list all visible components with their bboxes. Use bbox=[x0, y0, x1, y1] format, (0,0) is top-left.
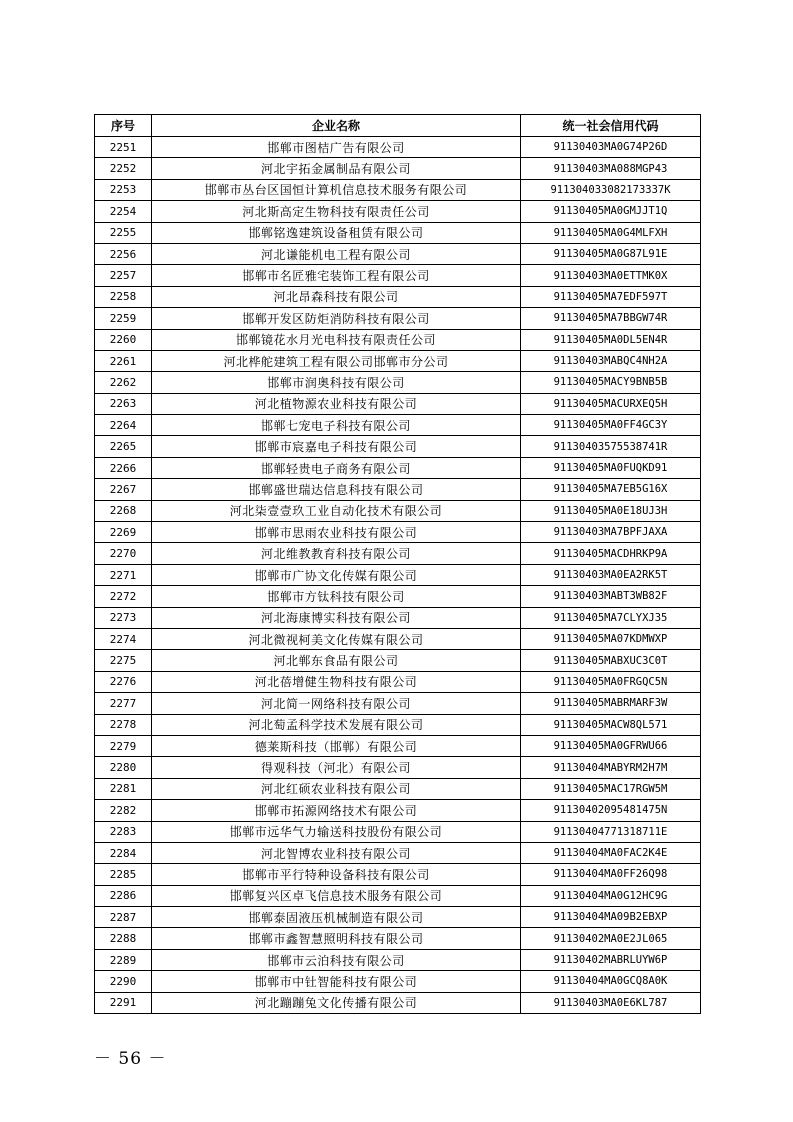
table-row bbox=[95, 243, 701, 264]
table-row bbox=[95, 500, 701, 521]
row-credit-code: 91130405MACW8QL571 bbox=[521, 714, 701, 735]
row-enterprise-name: 河北宇拓金属制品有限公司 bbox=[152, 158, 521, 179]
row-enterprise-name: 河北谦能机电工程有限公司 bbox=[152, 243, 521, 264]
row-seq: 2291 bbox=[95, 992, 152, 1013]
row-seq: 2266 bbox=[95, 457, 152, 478]
row-seq: 2269 bbox=[95, 522, 152, 543]
row-credit-code: 91130404MABYRM2H7M bbox=[521, 757, 701, 778]
row-credit-code: 91130405MA0FUQKD91 bbox=[521, 457, 701, 478]
table-row bbox=[95, 286, 701, 307]
row-seq: 2255 bbox=[95, 222, 152, 243]
row-credit-code: 91130405MA07KDMWXP bbox=[521, 628, 701, 649]
table-row bbox=[95, 628, 701, 649]
row-seq: 2251 bbox=[95, 137, 152, 158]
table-row bbox=[95, 265, 701, 286]
row-credit-code: 91130405MA0G4MLFXH bbox=[521, 222, 701, 243]
row-credit-code: 911304033082173337K bbox=[521, 179, 701, 200]
row-seq: 2258 bbox=[95, 286, 152, 307]
row-enterprise-name: 河北微视柯美文化传媒有限公司 bbox=[152, 628, 521, 649]
row-seq: 2280 bbox=[95, 757, 152, 778]
row-seq: 2275 bbox=[95, 650, 152, 671]
row-credit-code: 91130405MA0G87L91E bbox=[521, 243, 701, 264]
enterprise-table bbox=[94, 114, 701, 1014]
row-enterprise-name: 邯郸复兴区卓飞信息技术服务有限公司 bbox=[152, 885, 521, 906]
table-row bbox=[95, 415, 701, 436]
header-credit-code: 统一社会信用代码 bbox=[521, 115, 701, 137]
row-seq: 2273 bbox=[95, 607, 152, 628]
row-enterprise-name: 邯郸市名匠雅宅装饰工程有限公司 bbox=[152, 265, 521, 286]
row-seq: 2271 bbox=[95, 564, 152, 585]
row-enterprise-name: 河北蹦蹦兔文化传播有限公司 bbox=[152, 992, 521, 1013]
row-credit-code: 91130402095481475N bbox=[521, 800, 701, 821]
table-row bbox=[95, 222, 701, 243]
row-enterprise-name: 得观科技（河北）有限公司 bbox=[152, 757, 521, 778]
row-enterprise-name: 河北红硕农业科技有限公司 bbox=[152, 778, 521, 799]
row-seq: 2274 bbox=[95, 628, 152, 649]
row-enterprise-name: 邯郸市拓源网络技术有限公司 bbox=[152, 800, 521, 821]
row-enterprise-name: 邯郸轻贵电子商务有限公司 bbox=[152, 457, 521, 478]
row-seq: 2283 bbox=[95, 821, 152, 842]
table-row bbox=[95, 329, 701, 350]
table-row bbox=[95, 907, 701, 928]
row-credit-code: 91130402MA0E2JL065 bbox=[521, 928, 701, 949]
row-credit-code: 91130403MA0E6KL787 bbox=[521, 992, 701, 1013]
table-row bbox=[95, 137, 701, 158]
table-row bbox=[95, 308, 701, 329]
row-enterprise-name: 邯郸开发区防炬消防科技有限公司 bbox=[152, 308, 521, 329]
row-seq: 2252 bbox=[95, 158, 152, 179]
row-credit-code: 91130404MA09B2EBXP bbox=[521, 907, 701, 928]
row-seq: 2290 bbox=[95, 971, 152, 992]
row-seq: 2267 bbox=[95, 479, 152, 500]
row-credit-code: 91130405MA0DL5EN4R bbox=[521, 329, 701, 350]
table-row bbox=[95, 522, 701, 543]
table-row bbox=[95, 992, 701, 1013]
row-enterprise-name: 邯郸市广协文化传媒有限公司 bbox=[152, 564, 521, 585]
row-credit-code: 91130405MA7EB5G16X bbox=[521, 479, 701, 500]
row-seq: 2289 bbox=[95, 949, 152, 970]
row-enterprise-name: 河北斯高定生物科技有限责任公司 bbox=[152, 201, 521, 222]
row-credit-code: 91130405MA0FF4GC3Y bbox=[521, 415, 701, 436]
row-seq: 2268 bbox=[95, 500, 152, 521]
row-seq: 2256 bbox=[95, 243, 152, 264]
row-credit-code: 91130403MA0G74P26D bbox=[521, 137, 701, 158]
row-seq: 2254 bbox=[95, 201, 152, 222]
table-row bbox=[95, 179, 701, 200]
row-seq: 2276 bbox=[95, 671, 152, 692]
row-credit-code: 91130403MA7BPFJAXA bbox=[521, 522, 701, 543]
row-credit-code: 91130405MAC17RGW5M bbox=[521, 778, 701, 799]
row-credit-code: 91130405MA0GMJJT1Q bbox=[521, 201, 701, 222]
table-row bbox=[95, 671, 701, 692]
table-row bbox=[95, 457, 701, 478]
row-credit-code: 91130405MA7EDF597T bbox=[521, 286, 701, 307]
row-seq: 2262 bbox=[95, 372, 152, 393]
table-row bbox=[95, 393, 701, 414]
row-seq: 2278 bbox=[95, 714, 152, 735]
row-seq: 2253 bbox=[95, 179, 152, 200]
row-credit-code: 91130403575538741R bbox=[521, 436, 701, 457]
row-credit-code: 91130405MA7CLYXJ35 bbox=[521, 607, 701, 628]
row-enterprise-name: 河北桦舵建筑工程有限公司邯郸市分公司 bbox=[152, 350, 521, 371]
row-credit-code: 91130403MA0EA2RK5T bbox=[521, 564, 701, 585]
row-seq: 2285 bbox=[95, 864, 152, 885]
row-enterprise-name: 邯郸铭逸建筑设备租赁有限公司 bbox=[152, 222, 521, 243]
table-row bbox=[95, 436, 701, 457]
row-enterprise-name: 河北简一网络科技有限公司 bbox=[152, 693, 521, 714]
row-seq: 2264 bbox=[95, 415, 152, 436]
row-enterprise-name: 邯郸市远华气力输送科技股份有限公司 bbox=[152, 821, 521, 842]
row-seq: 2257 bbox=[95, 265, 152, 286]
row-enterprise-name: 德莱斯科技（邯郸）有限公司 bbox=[152, 735, 521, 756]
row-seq: 2265 bbox=[95, 436, 152, 457]
row-enterprise-name: 邯郸市平行特种设备科技有限公司 bbox=[152, 864, 521, 885]
table-row bbox=[95, 650, 701, 671]
row-enterprise-name: 邯郸市宸嘉电子科技有限公司 bbox=[152, 436, 521, 457]
row-credit-code: 91130402MABRLUYW6P bbox=[521, 949, 701, 970]
header-enterprise-name: 企业名称 bbox=[152, 115, 521, 137]
table-row bbox=[95, 821, 701, 842]
table-row bbox=[95, 735, 701, 756]
row-enterprise-name: 河北蓓增健生物科技有限公司 bbox=[152, 671, 521, 692]
row-enterprise-name: 邯郸市鑫智慧照明科技有限公司 bbox=[152, 928, 521, 949]
row-credit-code: 91130403MA0ETTMK0X bbox=[521, 265, 701, 286]
row-credit-code: 91130405MACURXEQ5H bbox=[521, 393, 701, 414]
row-credit-code: 91130404MA0FAC2K4E bbox=[521, 842, 701, 863]
table-row bbox=[95, 372, 701, 393]
row-credit-code: 91130404MA0GCQ8A0K bbox=[521, 971, 701, 992]
table-row bbox=[95, 757, 701, 778]
row-enterprise-name: 邯郸市图桔广告有限公司 bbox=[152, 137, 521, 158]
row-credit-code: 91130403MABQC4NH2A bbox=[521, 350, 701, 371]
table-row bbox=[95, 842, 701, 863]
row-credit-code: 91130405MABRMARF3W bbox=[521, 693, 701, 714]
row-credit-code: 91130405MA0E18UJ3H bbox=[521, 500, 701, 521]
row-enterprise-name: 河北萄孟科学技术发展有限公司 bbox=[152, 714, 521, 735]
table-row bbox=[95, 800, 701, 821]
row-enterprise-name: 邯郸市丛台区国恒计算机信息技术服务有限公司 bbox=[152, 179, 521, 200]
table-row bbox=[95, 693, 701, 714]
row-credit-code: 91130405MACY9BNB5B bbox=[521, 372, 701, 393]
row-seq: 2270 bbox=[95, 543, 152, 564]
row-enterprise-name: 邯郸市方钛科技有限公司 bbox=[152, 586, 521, 607]
row-seq: 2259 bbox=[95, 308, 152, 329]
table-row bbox=[95, 479, 701, 500]
row-seq: 2260 bbox=[95, 329, 152, 350]
table-row bbox=[95, 885, 701, 906]
row-enterprise-name: 河北柒壹壹玖工业自动化技术有限公司 bbox=[152, 500, 521, 521]
row-seq: 2277 bbox=[95, 693, 152, 714]
row-enterprise-name: 河北昂森科技有限公司 bbox=[152, 286, 521, 307]
table-row bbox=[95, 864, 701, 885]
row-seq: 2261 bbox=[95, 350, 152, 371]
row-seq: 2284 bbox=[95, 842, 152, 863]
row-credit-code: 91130403MABT3WB82F bbox=[521, 586, 701, 607]
row-credit-code: 91130404MA0FF26Q98 bbox=[521, 864, 701, 885]
row-enterprise-name: 邯郸市中钍智能科技有限公司 bbox=[152, 971, 521, 992]
row-enterprise-name: 邯郸七宠电子科技有限公司 bbox=[152, 415, 521, 436]
row-enterprise-name: 河北海康博实科技有限公司 bbox=[152, 607, 521, 628]
row-enterprise-name: 邯郸镜花水月光电科技有限责任公司 bbox=[152, 329, 521, 350]
row-credit-code: 91130404771318711E bbox=[521, 821, 701, 842]
table-row bbox=[95, 586, 701, 607]
row-seq: 2272 bbox=[95, 586, 152, 607]
row-credit-code: 91130405MA7BBGW74R bbox=[521, 308, 701, 329]
row-seq: 2286 bbox=[95, 885, 152, 906]
row-credit-code: 91130405MA0GFRWU66 bbox=[521, 735, 701, 756]
row-enterprise-name: 邯郸市思雨农业科技有限公司 bbox=[152, 522, 521, 543]
row-enterprise-name: 河北智博农业科技有限公司 bbox=[152, 842, 521, 863]
row-seq: 2282 bbox=[95, 800, 152, 821]
header-seq: 序号 bbox=[95, 115, 152, 137]
table-row bbox=[95, 201, 701, 222]
row-credit-code: 91130403MA088MGP43 bbox=[521, 158, 701, 179]
row-seq: 2288 bbox=[95, 928, 152, 949]
table-row bbox=[95, 158, 701, 179]
row-credit-code: 91130405MA0FRGQC5N bbox=[521, 671, 701, 692]
row-credit-code: 91130404MA0G12HC9G bbox=[521, 885, 701, 906]
table-row bbox=[95, 714, 701, 735]
row-credit-code: 91130405MABXUC3C0T bbox=[521, 650, 701, 671]
table-row bbox=[95, 778, 701, 799]
row-enterprise-name: 河北植物源农业科技有限公司 bbox=[152, 393, 521, 414]
row-enterprise-name: 邯郸市云泊科技有限公司 bbox=[152, 949, 521, 970]
table-row bbox=[95, 971, 701, 992]
table-row bbox=[95, 350, 701, 371]
page-number: － 56 － bbox=[94, 1049, 167, 1069]
row-credit-code: 91130405MACDHRKP9A bbox=[521, 543, 701, 564]
row-enterprise-name: 邯郸盛世瑞达信息科技有限公司 bbox=[152, 479, 521, 500]
row-enterprise-name: 邯郸市润奥科技有限公司 bbox=[152, 372, 521, 393]
table-row bbox=[95, 607, 701, 628]
row-seq: 2263 bbox=[95, 393, 152, 414]
row-enterprise-name: 河北维教教育科技有限公司 bbox=[152, 543, 521, 564]
row-enterprise-name: 邯郸泰固液压机械制造有限公司 bbox=[152, 907, 521, 928]
row-seq: 2279 bbox=[95, 735, 152, 756]
table-body bbox=[95, 137, 701, 1014]
row-enterprise-name: 河北郸东食品有限公司 bbox=[152, 650, 521, 671]
table-header-row bbox=[95, 115, 701, 137]
table-row bbox=[95, 949, 701, 970]
row-seq: 2281 bbox=[95, 778, 152, 799]
row-seq: 2287 bbox=[95, 907, 152, 928]
table-row bbox=[95, 928, 701, 949]
table-row bbox=[95, 564, 701, 585]
table-row bbox=[95, 543, 701, 564]
